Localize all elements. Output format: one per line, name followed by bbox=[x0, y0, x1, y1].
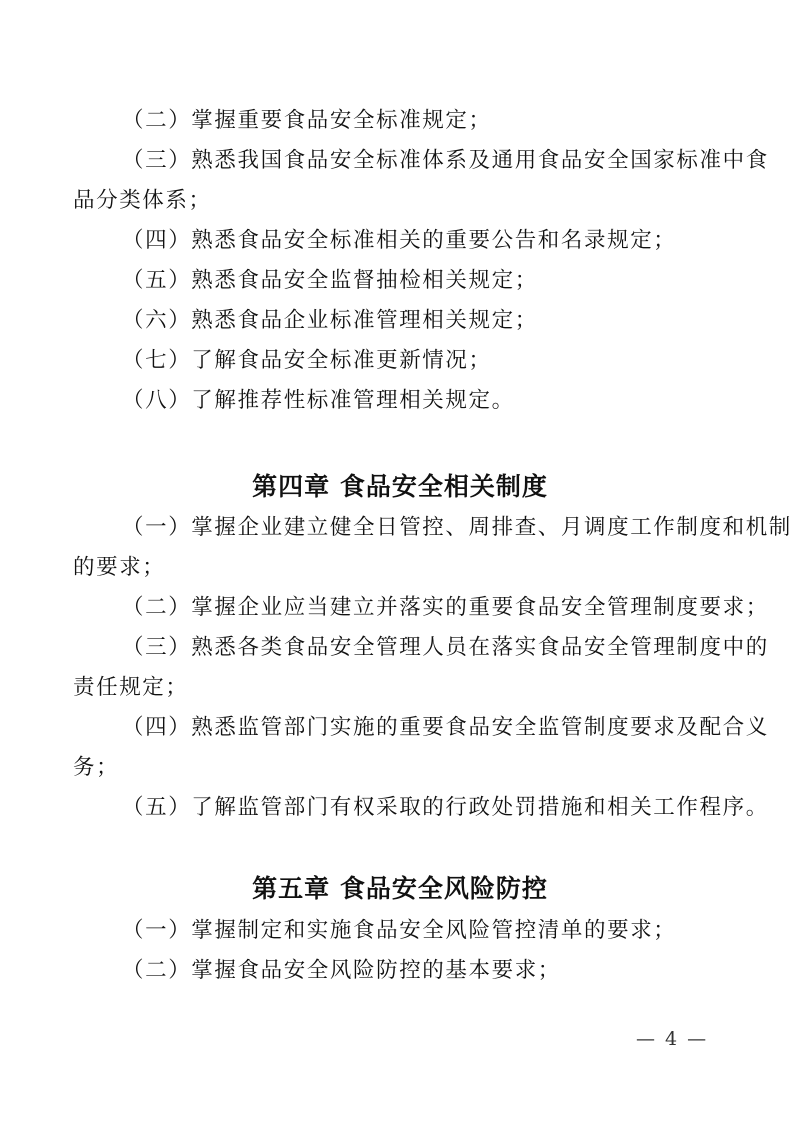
list-item: （三）熟悉我国食品安全标准体系及通用食品安全国家标准中食 bbox=[122, 148, 769, 173]
list-item: （二）掌握重要食品安全标准规定； bbox=[122, 108, 492, 133]
list-item: （七）了解食品安全标准更新情况； bbox=[122, 348, 492, 373]
list-item: （六）熟悉食品企业标准管理相关规定； bbox=[122, 308, 538, 333]
page-number: — 4 — bbox=[636, 1028, 709, 1050]
list-item: （一）掌握企业建立健全日管控、周排查、月调度工作制度和机制 bbox=[122, 515, 792, 540]
chapter-heading: 第五章 食品安全风险防控 bbox=[252, 874, 548, 903]
list-item: （五）了解监管部门有权采取的行政处罚措施和相关工作程序。 bbox=[122, 795, 769, 820]
list-item: （二）掌握企业应当建立并落实的重要食品安全管理制度要求； bbox=[122, 595, 769, 620]
list-item: （一）掌握制定和实施食品安全风险管控清单的要求； bbox=[122, 918, 677, 943]
list-item-continuation: 务； bbox=[73, 755, 120, 780]
list-item-continuation: 的要求； bbox=[73, 555, 166, 580]
list-item: （五）熟悉食品安全监督抽检相关规定； bbox=[122, 268, 538, 293]
list-item: （二）掌握食品安全风险防控的基本要求； bbox=[122, 958, 561, 983]
list-item: （三）熟悉各类食品安全管理人员在落实食品安全管理制度中的 bbox=[122, 635, 769, 660]
list-item: （四）熟悉监管部门实施的重要食品安全监管制度要求及配合义 bbox=[122, 715, 769, 740]
list-item: （八）了解推荐性标准管理相关规定。 bbox=[122, 388, 515, 413]
list-item-continuation: 责任规定； bbox=[73, 675, 189, 700]
chapter-heading: 第四章 食品安全相关制度 bbox=[252, 472, 548, 501]
list-item: （四）熟悉食品安全标准相关的重要公告和名录规定； bbox=[122, 228, 677, 253]
list-item-continuation: 品分类体系； bbox=[73, 188, 212, 213]
